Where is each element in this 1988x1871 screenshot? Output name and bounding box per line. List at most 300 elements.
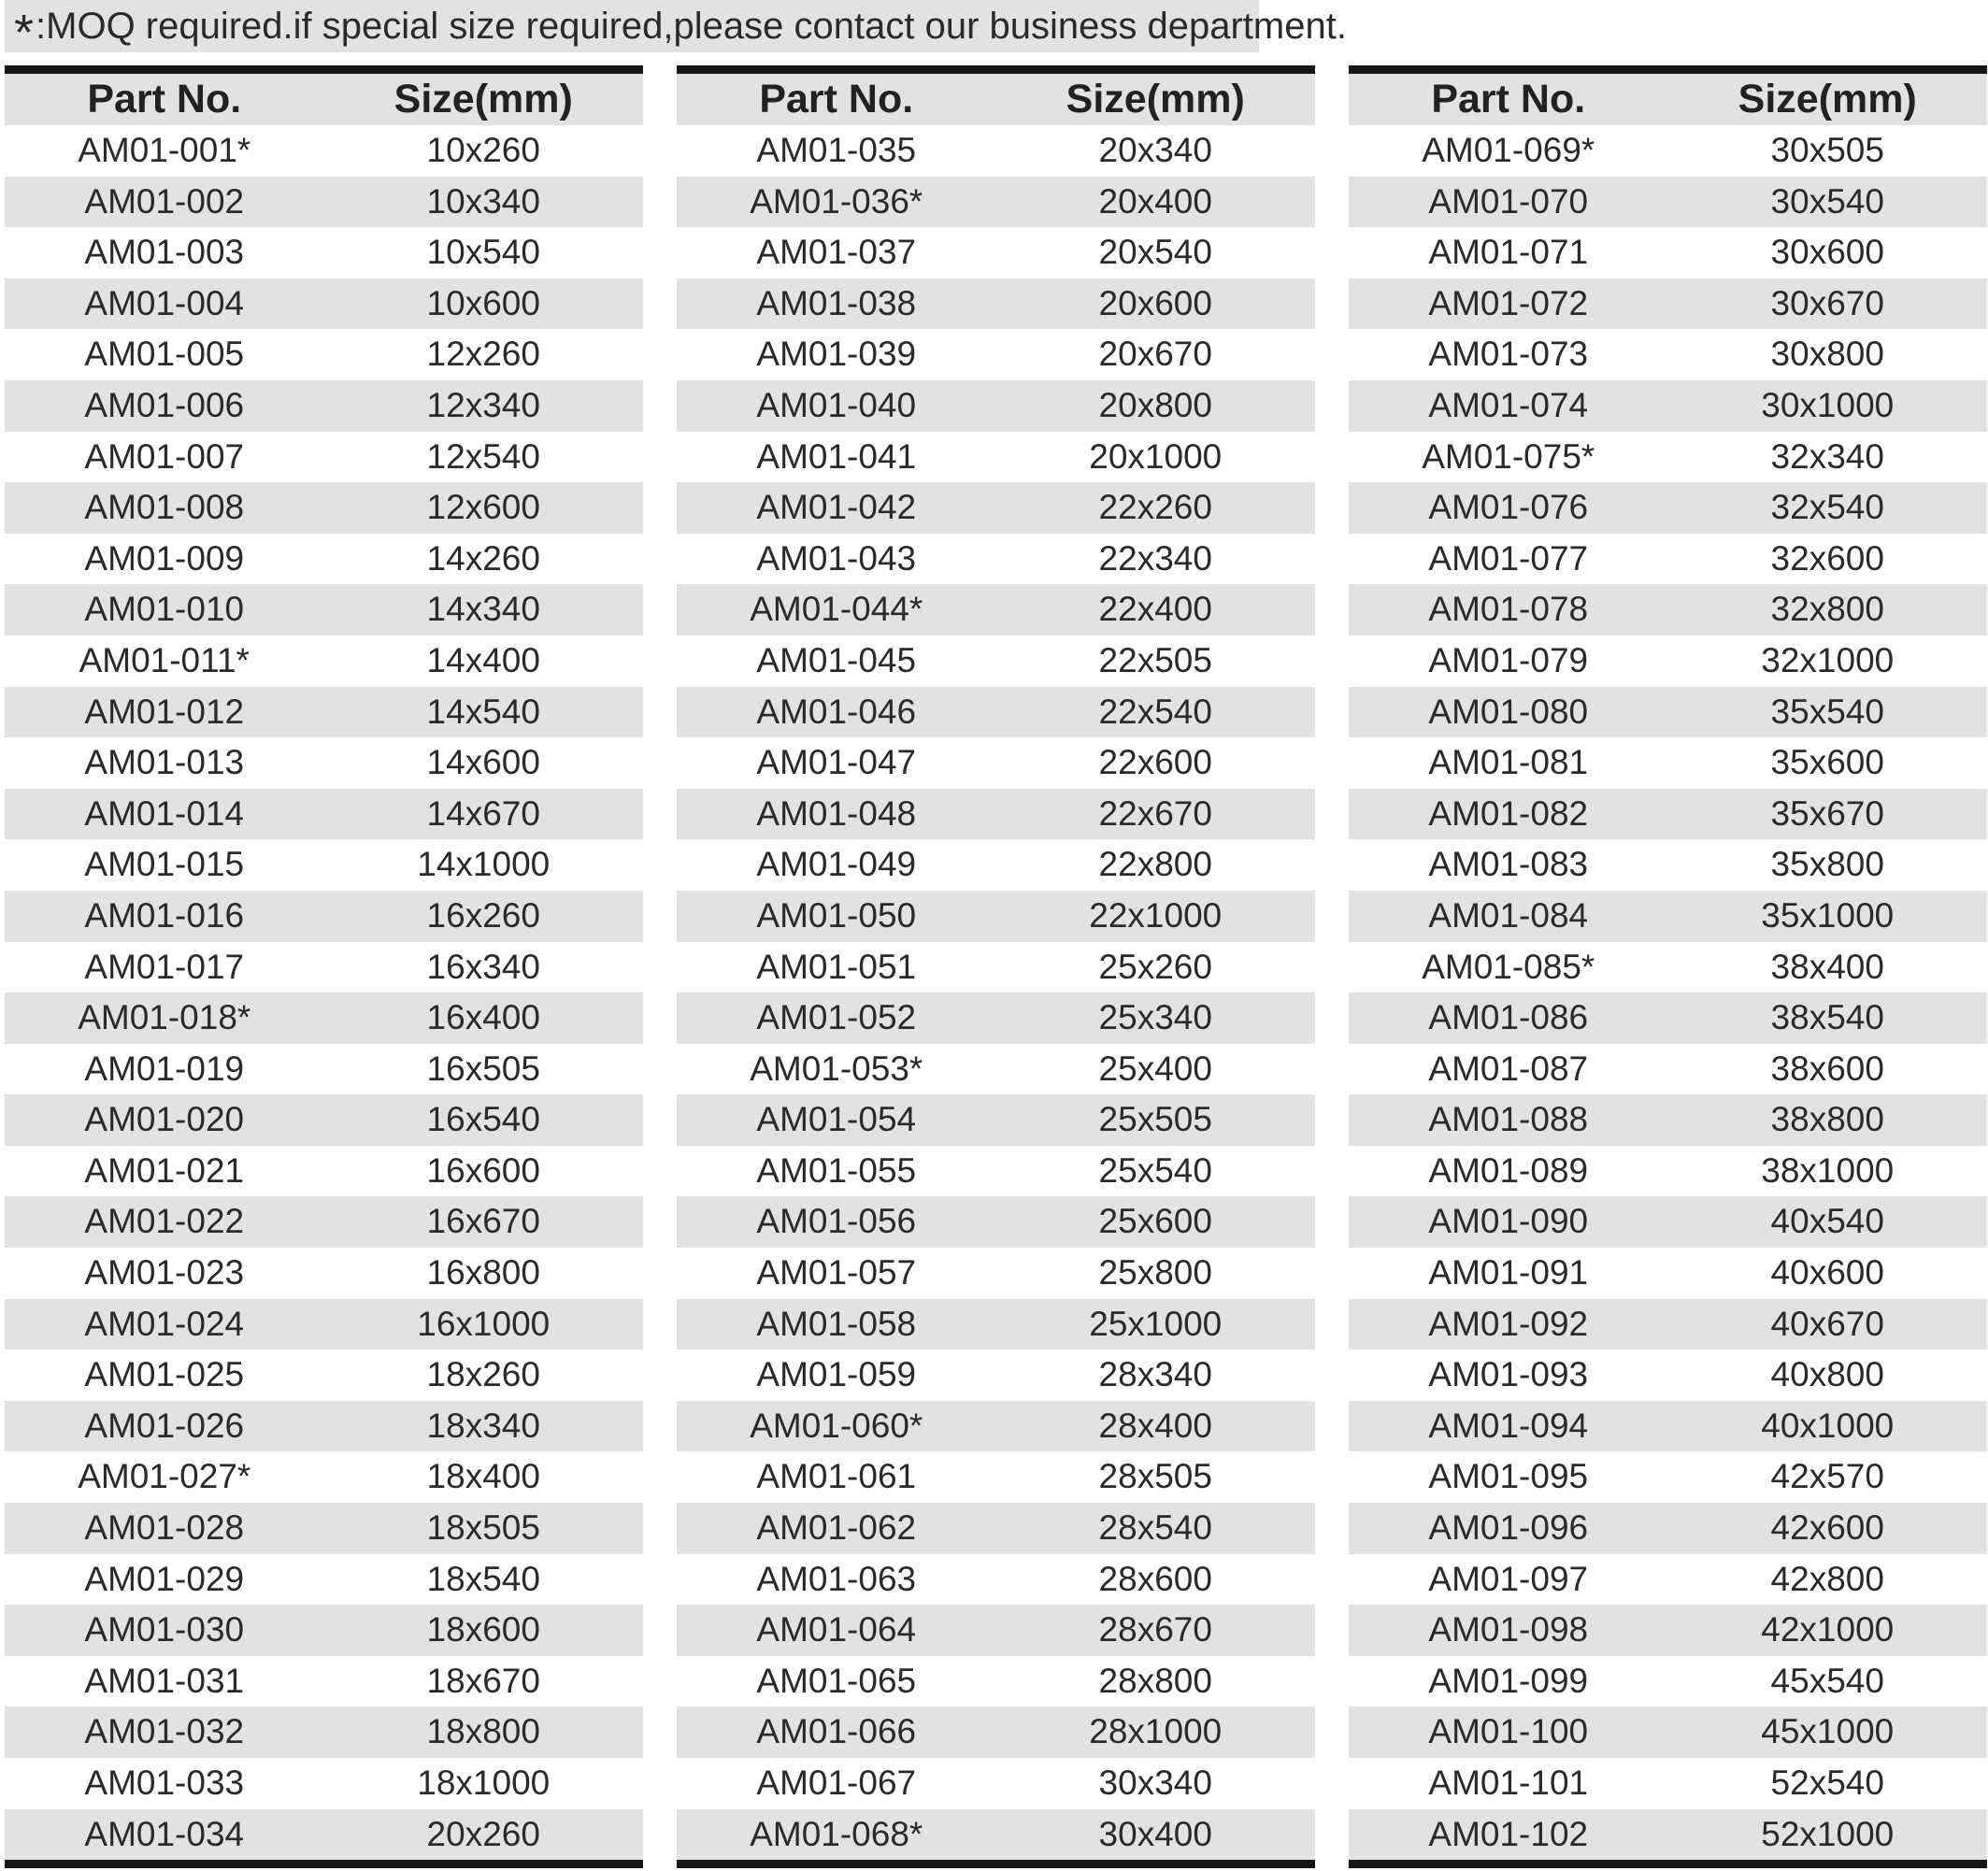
part-no-cell: AM01-046 — [756, 692, 917, 731]
part-no-cell: AM01-058 — [756, 1304, 917, 1343]
part-no-cell: AM01-003 — [84, 233, 245, 272]
tables-container — [5, 65, 1987, 1868]
table-row — [5, 636, 643, 687]
size-cell: 52x1000 — [1761, 1814, 1895, 1853]
table-row — [5, 1044, 643, 1095]
size-cell: 42x600 — [1770, 1508, 1884, 1548]
size-cell: 30x600 — [1770, 233, 1884, 272]
table-row — [677, 1554, 1315, 1606]
size-cell: 25x505 — [1098, 1100, 1212, 1139]
table-row — [677, 1196, 1315, 1248]
moq-note-text: :MOQ required.if special size required,please contact our business department. — [36, 6, 1347, 47]
part-no-cell: AM01-011* — [79, 640, 250, 679]
part-no-cell: AM01-054 — [756, 1100, 917, 1139]
size-cell: 30x540 — [1770, 181, 1884, 221]
table-row — [5, 737, 643, 789]
table-row — [5, 125, 643, 177]
size-cell: 22x260 — [1098, 488, 1212, 527]
size-cell: 20x260 — [426, 1814, 540, 1853]
size-cell: 12x260 — [426, 335, 540, 374]
size-cell: 38x400 — [1770, 947, 1884, 986]
table-row — [5, 1248, 643, 1299]
table-row — [5, 329, 643, 380]
table-row — [677, 380, 1315, 432]
part-no-cell: AM01-034 — [84, 1814, 245, 1853]
size-cell: 42x800 — [1770, 1559, 1884, 1598]
part-no-cell: AM01-018* — [78, 998, 251, 1037]
table-row — [1349, 1656, 1987, 1707]
part-no-cell: AM01-008 — [84, 488, 245, 527]
size-cell: 20x800 — [1098, 385, 1212, 424]
size-cell: 28x670 — [1098, 1610, 1212, 1650]
part-no-cell: AM01-051 — [756, 947, 917, 986]
size-cell: 28x600 — [1098, 1559, 1212, 1598]
part-no-cell: AM01-012 — [84, 692, 245, 731]
part-no-cell: AM01-024 — [84, 1304, 245, 1343]
table-row — [1349, 1707, 1987, 1758]
part-no-cell: AM01-083 — [1428, 845, 1589, 884]
table-row — [5, 534, 643, 585]
table-row — [1349, 177, 1987, 228]
size-cell: 28x505 — [1098, 1457, 1212, 1496]
table-row — [5, 380, 643, 432]
part-no-cell: AM01-088 — [1428, 1100, 1589, 1139]
part-no-cell: AM01-099 — [1428, 1661, 1589, 1700]
size-cell: 32x800 — [1770, 590, 1884, 629]
part-no-cell: AM01-095 — [1428, 1457, 1589, 1496]
part-no-cell: AM01-039 — [756, 335, 917, 374]
table-row — [677, 687, 1315, 738]
table-row — [1349, 1451, 1987, 1503]
part-no-cell: AM01-044* — [750, 590, 923, 629]
part-no-cell: AM01-026 — [84, 1406, 245, 1445]
part-no-cell: AM01-007 — [84, 436, 245, 476]
size-cell: 18x1000 — [417, 1764, 551, 1802]
table-row — [677, 432, 1315, 483]
size-cell: 25x260 — [1098, 947, 1212, 986]
part-no-cell: AM01-036* — [750, 181, 923, 221]
size-cell: 10x340 — [426, 181, 540, 221]
size-cell: 42x570 — [1770, 1457, 1884, 1496]
table-row — [5, 1094, 643, 1146]
moq-note-bar — [5, 0, 1347, 61]
table-row — [5, 432, 643, 483]
size-cell: 32x540 — [1770, 488, 1884, 527]
size-cell: 22x505 — [1098, 640, 1212, 679]
part-no-cell: AM01-005 — [84, 335, 245, 374]
size-cell: 30x400 — [1098, 1814, 1212, 1853]
part-no-cell: AM01-042 — [756, 488, 917, 527]
part-no-cell: AM01-049 — [756, 845, 917, 884]
part-no-cell: AM01-041 — [756, 436, 917, 476]
part-no-cell: AM01-087 — [1428, 1049, 1589, 1088]
part-no-cell: AM01-077 — [1428, 538, 1589, 578]
table-row — [1349, 1503, 1987, 1554]
size-cell: 35x540 — [1770, 692, 1884, 731]
size-cell: 22x400 — [1098, 590, 1212, 629]
table-row — [5, 1554, 643, 1606]
size-cell: 20x600 — [1098, 283, 1212, 322]
col-header-size: Size(mm) — [1738, 77, 1917, 121]
table-row — [5, 1451, 643, 1503]
size-cell: 28x340 — [1098, 1355, 1212, 1394]
size-cell: 28x800 — [1098, 1661, 1212, 1700]
size-cell: 35x800 — [1770, 845, 1884, 884]
table-row — [5, 1299, 643, 1350]
table-row — [1349, 993, 1987, 1044]
size-cell: 18x540 — [426, 1559, 540, 1598]
part-no-cell: AM01-091 — [1428, 1253, 1589, 1293]
table-row — [677, 1707, 1315, 1758]
table-row — [677, 329, 1315, 380]
table-row — [1349, 737, 1987, 789]
table-row — [1349, 1401, 1987, 1452]
size-cell: 40x670 — [1770, 1304, 1884, 1343]
part-no-cell: AM01-004 — [84, 283, 245, 322]
size-cell: 25x800 — [1098, 1253, 1212, 1293]
table-row — [5, 584, 643, 636]
size-cell: 14x670 — [426, 793, 540, 833]
col-header-part-no: Part No. — [759, 77, 914, 121]
table-row — [5, 1146, 643, 1197]
size-cell: 30x1000 — [1761, 385, 1895, 424]
table-header-row — [5, 74, 643, 125]
part-no-cell: AM01-009 — [84, 538, 245, 578]
table-body — [677, 125, 1315, 1860]
table-body — [1349, 125, 1987, 1860]
table-row — [1349, 1094, 1987, 1146]
part-no-cell: AM01-059 — [756, 1355, 917, 1394]
part-no-cell: AM01-069* — [1422, 131, 1595, 169]
table-row — [1349, 1350, 1987, 1401]
size-cell: 22x800 — [1098, 845, 1212, 884]
table-row — [5, 482, 643, 534]
table-row — [5, 1350, 643, 1401]
part-no-cell: AM01-031 — [84, 1661, 245, 1700]
part-no-cell: AM01-032 — [84, 1712, 245, 1751]
table-row — [677, 534, 1315, 585]
part-no-cell: AM01-073 — [1428, 335, 1589, 374]
part-no-cell: AM01-057 — [756, 1253, 917, 1293]
table-row — [1349, 1044, 1987, 1095]
table-row — [677, 125, 1315, 177]
part-no-cell: AM01-082 — [1428, 793, 1589, 833]
size-cell: 35x670 — [1770, 793, 1884, 833]
table-row — [5, 1656, 643, 1707]
table-row — [677, 1503, 1315, 1554]
part-no-cell: AM01-055 — [756, 1150, 917, 1190]
size-cell: 20x1000 — [1089, 436, 1223, 476]
table-row — [677, 1350, 1315, 1401]
part-no-cell: AM01-080 — [1428, 692, 1589, 731]
table-row — [5, 177, 643, 228]
part-no-cell: AM01-033 — [84, 1764, 245, 1802]
table-row — [677, 1401, 1315, 1452]
part-no-cell: AM01-067 — [756, 1764, 917, 1802]
size-cell: 22x540 — [1098, 692, 1212, 731]
size-cell: 30x800 — [1770, 335, 1884, 374]
table-row — [5, 993, 643, 1044]
part-no-cell: AM01-086 — [1428, 998, 1589, 1037]
table-row — [1349, 329, 1987, 380]
size-cell: 14x1000 — [417, 845, 551, 884]
table-row — [677, 789, 1315, 840]
table-row — [677, 1146, 1315, 1197]
size-cell: 38x800 — [1770, 1100, 1884, 1139]
size-cell: 28x400 — [1098, 1406, 1212, 1445]
size-cell: 12x540 — [426, 436, 540, 476]
table-row — [5, 1503, 643, 1554]
table-row — [677, 993, 1315, 1044]
size-cell: 40x1000 — [1761, 1406, 1895, 1445]
size-cell: 45x540 — [1770, 1661, 1884, 1700]
part-no-cell: AM01-037 — [756, 233, 917, 272]
table-row — [1349, 636, 1987, 687]
table-row — [1349, 1554, 1987, 1606]
size-cell: 16x670 — [426, 1202, 540, 1241]
part-no-cell: AM01-078 — [1428, 590, 1589, 629]
table-row — [5, 839, 643, 891]
size-cell: 16x260 — [426, 895, 540, 935]
size-cell: 14x260 — [426, 538, 540, 578]
table-row — [1349, 942, 1987, 993]
size-cell: 16x540 — [426, 1100, 540, 1139]
table-body — [5, 125, 643, 1860]
table-row — [1349, 789, 1987, 840]
part-no-cell: AM01-010 — [84, 590, 245, 629]
size-cell: 14x600 — [426, 743, 540, 782]
size-cell: 18x505 — [426, 1508, 540, 1548]
size-cell: 18x600 — [426, 1610, 540, 1650]
size-cell: 28x540 — [1098, 1508, 1212, 1548]
part-no-cell: AM01-038 — [756, 283, 917, 322]
size-cell: 22x670 — [1098, 793, 1212, 833]
table-row — [677, 177, 1315, 228]
size-cell: 40x800 — [1770, 1355, 1884, 1394]
size-cell: 40x540 — [1770, 1202, 1884, 1241]
part-no-cell: AM01-071 — [1428, 233, 1589, 272]
col-header-part-no: Part No. — [1431, 77, 1586, 121]
part-no-cell: AM01-101 — [1428, 1764, 1589, 1802]
part-no-cell: AM01-013 — [84, 743, 245, 782]
part-no-cell: AM01-102 — [1428, 1814, 1589, 1853]
part-no-cell: AM01-074 — [1428, 385, 1589, 424]
part-no-cell: AM01-081 — [1428, 743, 1589, 782]
table-row — [1349, 534, 1987, 585]
table-row — [677, 482, 1315, 534]
part-no-cell: AM01-065 — [756, 1661, 917, 1700]
size-cell: 40x600 — [1770, 1253, 1884, 1293]
parts-table — [1349, 65, 1987, 1868]
part-no-cell: AM01-061 — [756, 1457, 917, 1496]
size-cell: 18x340 — [426, 1406, 540, 1445]
size-cell: 14x540 — [426, 692, 540, 731]
size-cell: 20x540 — [1098, 233, 1212, 272]
part-no-cell: AM01-076 — [1428, 488, 1589, 527]
part-no-cell: AM01-016 — [84, 895, 245, 935]
table-row — [5, 1758, 643, 1809]
size-cell: 10x600 — [426, 283, 540, 322]
part-no-cell: AM01-072 — [1428, 283, 1589, 322]
table-row — [1349, 1299, 1987, 1350]
part-no-cell: AM01-045 — [756, 640, 917, 679]
table-row — [677, 891, 1315, 942]
part-no-cell: AM01-025 — [84, 1355, 245, 1394]
part-no-cell: AM01-062 — [756, 1508, 917, 1548]
size-cell: 12x340 — [426, 385, 540, 424]
table-row — [1349, 1605, 1987, 1656]
part-no-cell: AM01-097 — [1428, 1559, 1589, 1598]
size-cell: 18x800 — [426, 1712, 540, 1751]
table-row — [1349, 584, 1987, 636]
size-cell: 16x600 — [426, 1150, 540, 1190]
table-header-row — [677, 74, 1315, 125]
size-cell: 52x540 — [1770, 1764, 1884, 1802]
table-row — [1349, 482, 1987, 534]
part-no-cell: AM01-090 — [1428, 1202, 1589, 1241]
part-no-cell: AM01-014 — [84, 793, 245, 833]
part-no-cell: AM01-050 — [756, 895, 917, 935]
part-no-cell: AM01-084 — [1428, 895, 1589, 935]
table-row — [677, 942, 1315, 993]
part-no-cell: AM01-029 — [84, 1559, 245, 1598]
part-no-cell: AM01-048 — [756, 793, 917, 833]
size-cell: 10x260 — [426, 131, 540, 169]
size-cell: 32x340 — [1770, 436, 1884, 476]
table-row — [1349, 1809, 1987, 1861]
parts-table — [677, 65, 1315, 1868]
col-header-size: Size(mm) — [393, 77, 573, 121]
size-cell: 20x400 — [1098, 181, 1212, 221]
part-no-cell: AM01-064 — [756, 1610, 917, 1650]
part-no-cell: AM01-089 — [1428, 1150, 1589, 1190]
size-cell: 16x505 — [426, 1049, 540, 1088]
size-cell: 30x340 — [1098, 1764, 1212, 1802]
part-no-cell: AM01-066 — [756, 1712, 917, 1751]
size-cell: 12x600 — [426, 488, 540, 527]
part-no-cell: AM01-098 — [1428, 1610, 1589, 1650]
table-row — [5, 1605, 643, 1656]
part-no-cell: AM01-075* — [1422, 436, 1595, 476]
size-cell: 30x670 — [1770, 283, 1884, 322]
table-row — [5, 227, 643, 279]
table-row — [5, 1401, 643, 1452]
table-row — [1349, 1146, 1987, 1197]
part-no-cell: AM01-043 — [756, 538, 917, 578]
table-row — [677, 1758, 1315, 1809]
table-row — [5, 789, 643, 840]
table-row — [1349, 1196, 1987, 1248]
table-row — [5, 1809, 643, 1861]
table-row — [677, 1809, 1315, 1861]
size-cell: 16x1000 — [417, 1304, 551, 1343]
size-cell: 42x1000 — [1761, 1610, 1895, 1650]
table-row — [1349, 432, 1987, 483]
table-row — [677, 279, 1315, 330]
part-no-cell: AM01-093 — [1428, 1355, 1589, 1394]
part-no-cell: AM01-040 — [756, 385, 917, 424]
part-no-cell: AM01-092 — [1428, 1304, 1589, 1343]
size-cell: 25x340 — [1098, 998, 1212, 1037]
table-row — [5, 942, 643, 993]
part-no-cell: AM01-047 — [756, 743, 917, 782]
size-cell: 16x400 — [426, 998, 540, 1037]
part-no-cell: AM01-017 — [84, 947, 245, 986]
table-row — [1349, 380, 1987, 432]
size-cell: 16x340 — [426, 947, 540, 986]
part-no-cell: AM01-070 — [1428, 181, 1589, 221]
table-row — [677, 1451, 1315, 1503]
part-no-cell: AM01-085* — [1422, 947, 1595, 986]
table-row — [677, 227, 1315, 279]
table-row — [677, 1605, 1315, 1656]
asterisk-symbol: * — [14, 5, 36, 61]
table-row — [677, 1094, 1315, 1146]
table-row — [1349, 1248, 1987, 1299]
part-no-cell: AM01-094 — [1428, 1406, 1589, 1445]
table-row — [1349, 687, 1987, 738]
part-no-cell: AM01-021 — [84, 1150, 245, 1190]
part-no-cell: AM01-019 — [84, 1049, 245, 1088]
part-no-cell: AM01-035 — [756, 131, 917, 169]
part-no-cell: AM01-028 — [84, 1508, 245, 1548]
table-row — [677, 636, 1315, 687]
table-row — [677, 584, 1315, 636]
size-cell: 22x1000 — [1089, 895, 1223, 935]
size-cell: 35x600 — [1770, 743, 1884, 782]
part-no-cell: AM01-002 — [84, 181, 245, 221]
part-no-cell: AM01-052 — [756, 998, 917, 1037]
size-cell: 14x340 — [426, 590, 540, 629]
part-no-cell: AM01-001* — [78, 131, 251, 169]
table-row — [1349, 891, 1987, 942]
size-cell: 16x800 — [426, 1253, 540, 1293]
size-cell: 38x600 — [1770, 1049, 1884, 1088]
parts-table — [5, 65, 643, 1868]
size-cell: 22x340 — [1098, 538, 1212, 578]
size-cell: 22x600 — [1098, 743, 1212, 782]
table-row — [677, 737, 1315, 789]
col-header-part-no: Part No. — [87, 77, 242, 121]
table-row — [677, 1299, 1315, 1350]
size-cell: 10x540 — [426, 233, 540, 272]
part-no-cell: AM01-020 — [84, 1100, 245, 1139]
table-row — [1349, 227, 1987, 279]
size-cell: 18x260 — [426, 1355, 540, 1394]
table-row — [1349, 125, 1987, 177]
size-cell: 14x400 — [426, 640, 540, 679]
col-header-size: Size(mm) — [1066, 77, 1245, 121]
size-cell: 25x1000 — [1089, 1304, 1223, 1343]
table-row — [1349, 279, 1987, 330]
part-no-cell: AM01-030 — [84, 1610, 245, 1650]
size-cell: 25x540 — [1098, 1150, 1212, 1190]
part-no-cell: AM01-027* — [78, 1457, 251, 1496]
table-row — [677, 1656, 1315, 1707]
table-header-row — [1349, 74, 1987, 125]
part-no-cell: AM01-096 — [1428, 1508, 1589, 1548]
size-cell: 32x1000 — [1761, 640, 1895, 679]
table-row — [677, 1248, 1315, 1299]
part-no-cell: AM01-068* — [750, 1814, 923, 1853]
table-row — [5, 687, 643, 738]
size-cell: 18x400 — [426, 1457, 540, 1496]
size-cell: 38x1000 — [1761, 1150, 1895, 1190]
part-no-cell: AM01-022 — [84, 1202, 245, 1241]
size-cell: 45x1000 — [1761, 1712, 1895, 1751]
part-no-cell: AM01-060* — [750, 1406, 923, 1445]
table-row — [677, 839, 1315, 891]
